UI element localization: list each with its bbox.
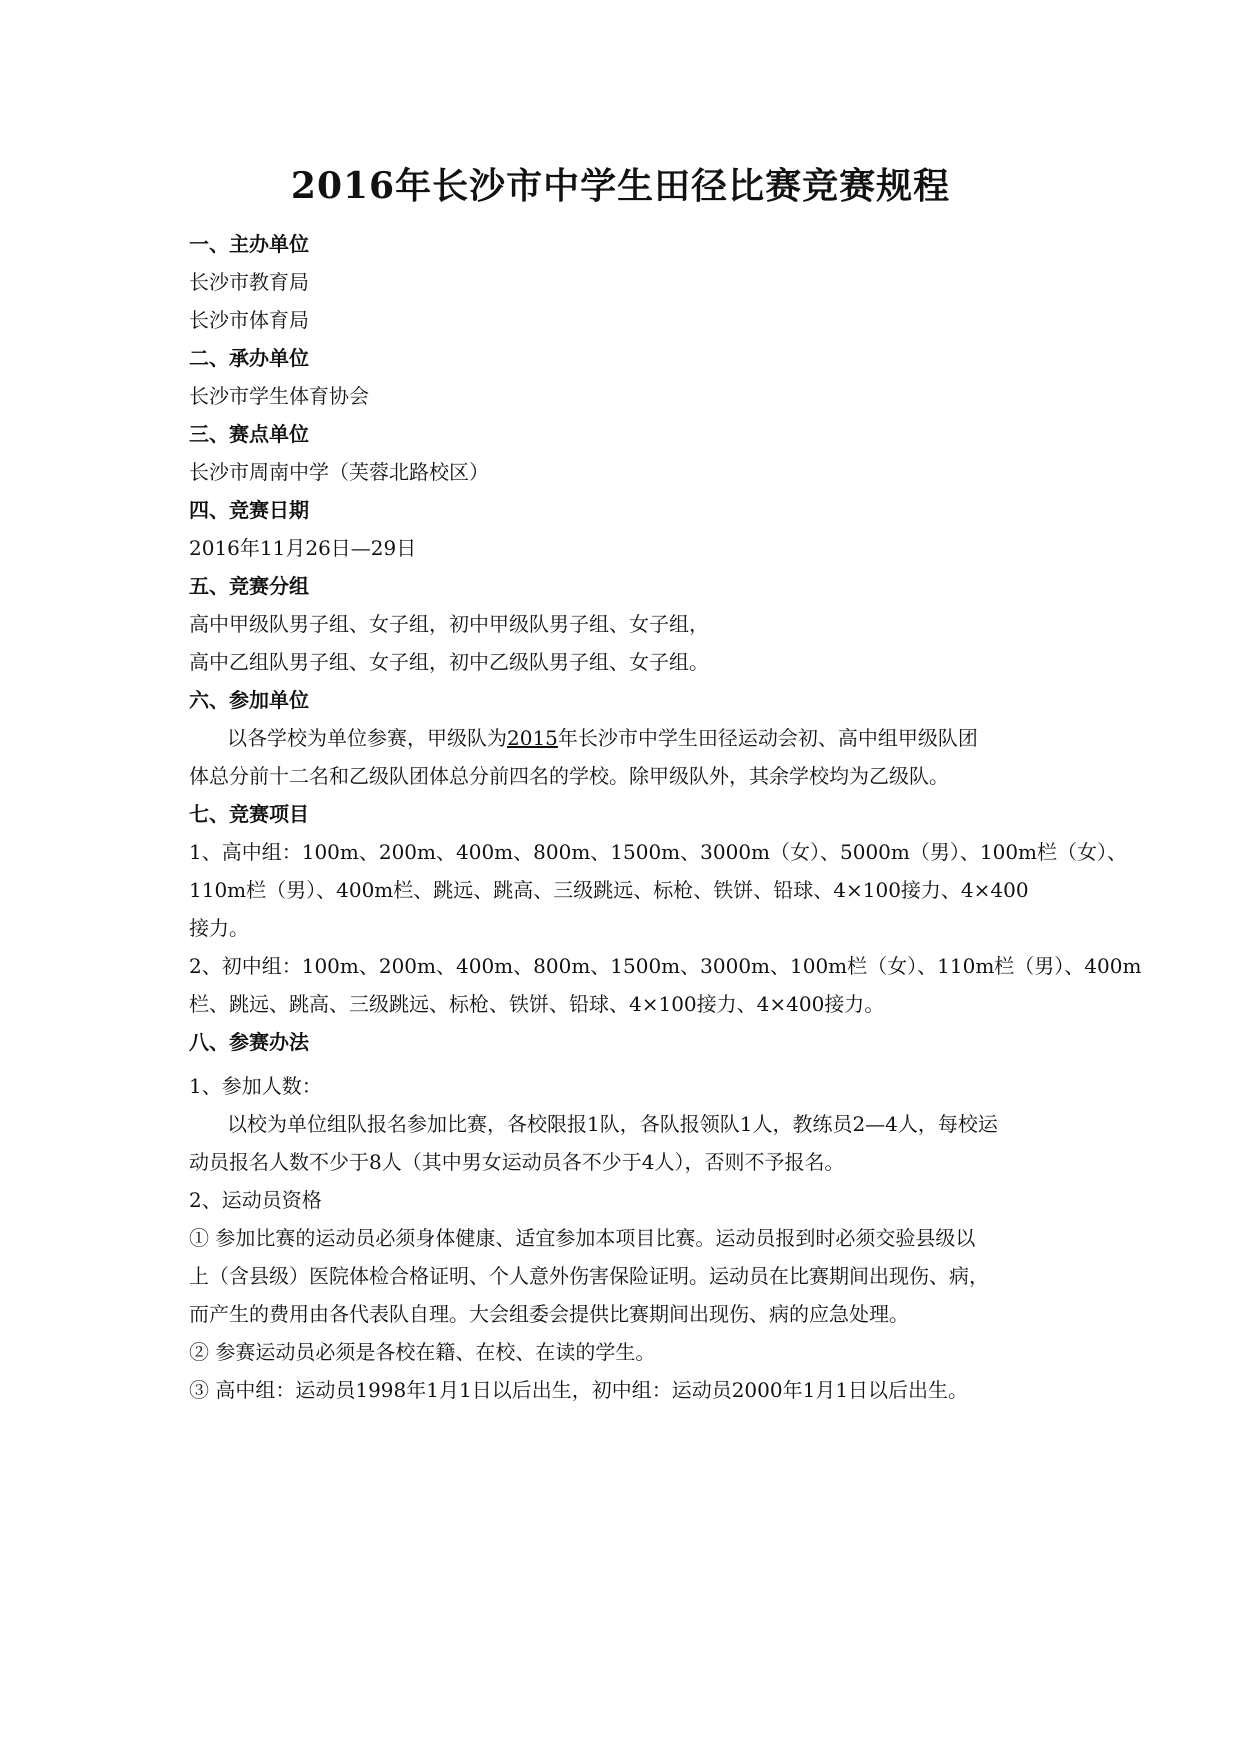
rules-line: 动员报名人数不少于8人（其中男女运动员各不少于4人），否则不予报名。	[189, 1150, 845, 1174]
section-heading-host: 二、承办单位	[189, 346, 309, 370]
section-heading-groups: 五、竞赛分组	[189, 574, 309, 598]
rules-line: 1、参加人数：	[189, 1074, 322, 1098]
events-line: 栏、跳远、跳高、三级跳远、标枪、铁饼、铅球、4×100接力、4×400接力。	[189, 992, 885, 1016]
rules-line: ③ 高中组：运动员1998年1月1日以后出生，初中组：运动员2000年1月1日以后出生。	[189, 1378, 969, 1402]
groups-line: 高中乙组队男子组、女子组，初中乙级队男子组、女子组。	[189, 650, 709, 674]
participants-year-underlined: 2015	[507, 726, 558, 750]
section-heading-organizers: 一、主办单位	[189, 232, 309, 256]
groups-line: 高中甲级队男子组、女子组，初中甲级队男子组、女子组，	[189, 612, 709, 636]
participants-text-b: 年长沙市中学生田径运动会初、高中组甲级队团	[557, 726, 978, 750]
events-line: 2、初中组：100m、200m、400m、800m、1500m、3000m、100m栏（女）、110m栏（男）、400m	[189, 954, 1142, 978]
participants-line	[227, 725, 1097, 751]
host-line: 长沙市学生体育协会	[189, 384, 369, 408]
events-line: 接力。	[189, 916, 249, 940]
participants-text-a: 以各学校为单位参赛，甲级队为	[227, 726, 507, 750]
rules-line: 上（含县级）医院体检合格证明、个人意外伤害保险证明。运动员在比赛期间出现伤、病，	[189, 1264, 989, 1288]
rules-line: 2、运动员资格	[189, 1188, 322, 1212]
section-heading-participants: 六、参加单位	[189, 688, 309, 712]
section-heading-dates: 四、竞赛日期	[189, 498, 309, 522]
organizer-line: 长沙市教育局	[189, 270, 309, 294]
rules-line: 以校为单位组队报名参加比赛，各校限报1队，各队报领队1人，教练员2—4人，每校运	[227, 1112, 998, 1136]
events-line: 110m栏（男）、400m栏、跳远、跳高、三级跳远、标枪、铁饼、铅球、4×100接力、4×400	[189, 878, 1029, 902]
section-heading-rules: 八、参赛办法	[189, 1030, 309, 1054]
rules-line: ② 参赛运动员必须是各校在籍、在校、在读的学生。	[189, 1340, 656, 1364]
rules-line: ① 参加比赛的运动员必须身体健康、适宜参加本项目比赛。运动员报到时必须交验县级以	[189, 1226, 976, 1250]
section-heading-events: 七、竞赛项目	[189, 802, 309, 826]
rules-line: 而产生的费用由各代表队自理。大会组委会提供比赛期间出现伤、病的应急处理。	[189, 1302, 909, 1326]
events-line: 1、高中组：100m、200m、400m、800m、1500m、3000m（女）、5000m（男）、100m栏（女）、	[189, 840, 1128, 864]
section-heading-venue: 三、赛点单位	[189, 422, 309, 446]
venue-line: 长沙市周南中学（芙蓉北路校区）	[189, 460, 489, 484]
document-title: 2016年长沙市中学生田径比赛竞赛规程	[290, 165, 951, 207]
participants-line: 体总分前十二名和乙级队团体总分前四名的学校。除甲级队外，其余学校均为乙级队。	[189, 764, 949, 788]
dates-line: 2016年11月26日—29日	[189, 536, 417, 560]
organizer-line: 长沙市体育局	[189, 308, 309, 332]
